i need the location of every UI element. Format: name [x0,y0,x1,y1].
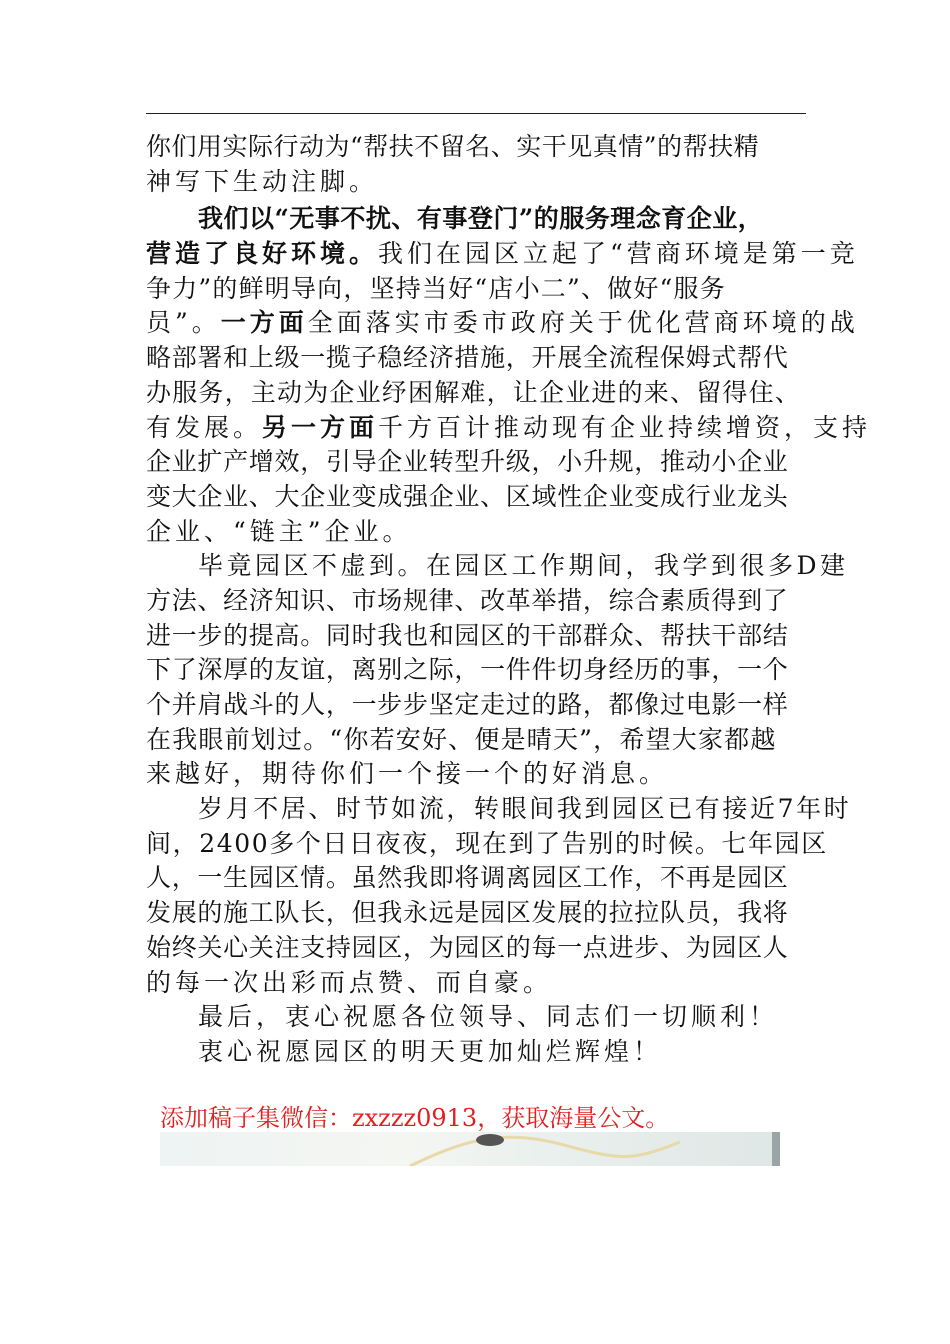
emphasis-text: 营造了良好环境。 [146,239,379,269]
emphasis-text: 一方面 [220,308,308,338]
text-line: 神写下生动注脚。 [146,166,379,196]
banner-swirl [160,1132,780,1166]
text-line: 毕竟园区不虚到。在园区工作期间，我学到很多D建 [198,551,849,581]
text-line: 岁月不居、时节如流，转眼间我到园区已有接近7年时 [198,794,852,824]
text-line: 的每一次出彩而点赞、而自豪。 [146,967,553,997]
text-line: 个并肩战斗的人，一步步坚定走过的路，都像过电影一样 [146,690,789,719]
text-line: 衷心祝愿园区的明天更加灿烂辉煌！ [198,1036,663,1066]
text-line: 发展的施工队长，但我永远是园区发展的拉拉队员，我将 [146,898,789,928]
promo-text: 添加稿子集微信：zxzzz0913，获取海量公文。 [160,1104,670,1132]
text-line: 来越好，期待你们一个接一个的好消息。 [146,759,669,789]
ink-blot [476,1134,504,1146]
text-line: 企业扩产增效，引导企业转型升级，小升规，推动小企业 [146,447,789,477]
text-line: 企业、“链主”企业。 [146,516,412,546]
document-body [146,130,872,1070]
text-line: 变大企业、大企业变成强企业、区域性企业变成行业龙头 [146,481,789,511]
text-line: 方法、经济知识、市场规律、改革举措，综合素质得到了 [146,585,789,615]
emphasis-text: 另一方面 [262,412,379,442]
decorative-banner-image [160,1132,780,1166]
text-span: 千方百计推动现有企业持续增资，支持 [378,412,872,442]
text-span: 全面落实市委市政府关于优化营商环境的战 [307,308,859,338]
text-line: 人，一生园区情。虽然我即将调离园区工作，不再是园区 [146,863,789,893]
text-line: 办服务，主动为企业纾困解难，让企业进的来、留得住、 [146,377,802,407]
text-line [146,237,859,272]
text-line: 始终关心关注支持园区，为园区的每一点进步、为园区人 [146,932,789,962]
text-line [146,411,872,446]
banner-edge [772,1132,780,1166]
text-line [146,306,859,341]
text-line: 略部署和上级一揽子稳经济措施，开展全流程保姆式帮代 [146,343,789,373]
text-line: 在我眼前划过。“你若安好、便是晴天”，希望大家都越 [146,724,777,754]
text-span: 员”。 [146,308,221,338]
text-line: 间，2400多个日日夜夜，现在到了告别的时候。七年园区 [146,828,828,858]
paragraph-heading: 我们以“无事不扰、有事登门”的服务理念育企业， [198,204,764,234]
text-line: 下了深厚的友谊，离别之际，一件件切身经历的事，一个 [146,655,789,685]
header-rule [146,113,806,114]
text-span: 有发展。 [146,412,263,442]
text-line: 争力”的鲜明导向，坚持当好“店小二”、做好“服务 [146,273,726,303]
text-line: 你们用实际行动为“帮扶不留名、实干见真情”的帮扶精 [146,132,760,161]
text-line: 进一步的提高。同时我也和园区的干部群众、帮扶干部结 [146,620,789,650]
text-span: 我们在园区立起了“营商环境是第一竞 [378,239,859,269]
text-line: 最后，衷心祝愿各位领导、同志们一切顺利！ [198,1002,779,1032]
